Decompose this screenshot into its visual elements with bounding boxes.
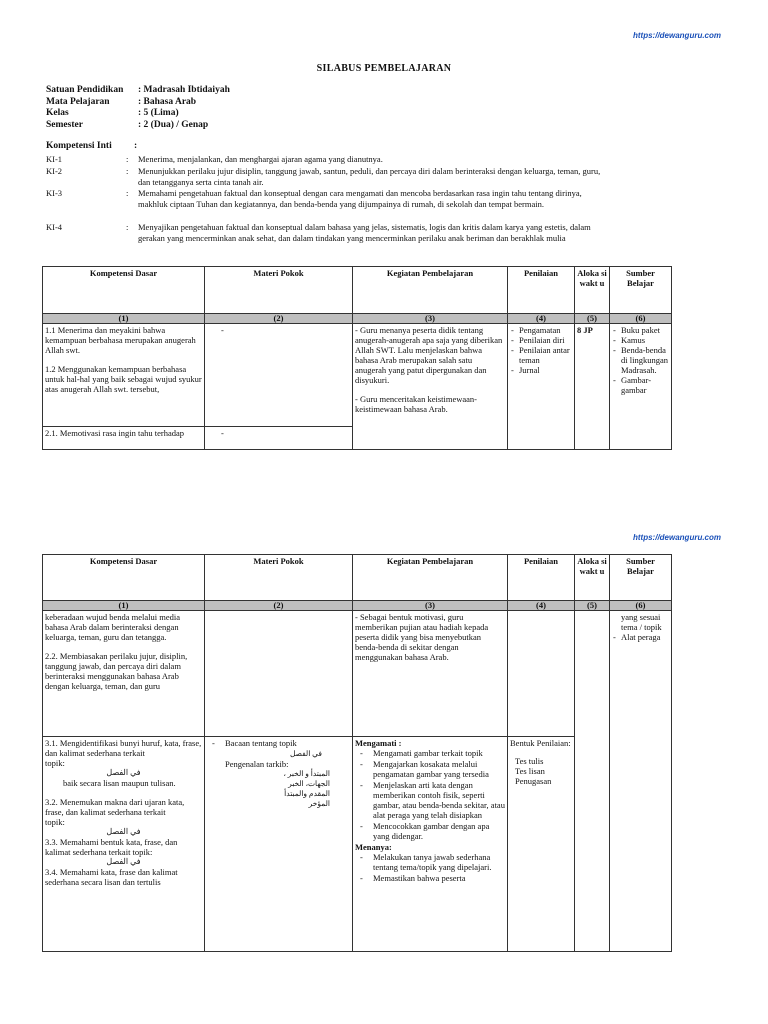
kegiatan-item: - Melakukan tanya jawab sederhana tentang tema/topik yang dipelajari. <box>373 852 505 872</box>
penilaian-heading: Bentuk Penilaian: <box>510 738 571 748</box>
penilaian-cell <box>508 737 575 952</box>
info-label: Mata Pelajaran <box>46 96 110 107</box>
header-kd: Kompetensi Dasar <box>43 267 205 314</box>
ki-heading: Kompetensi Inti : <box>46 141 138 151</box>
info-label: Satuan Pendidikan <box>46 85 124 95</box>
kd-1-1: 1.1 Menerima dan meyakini bahwa kemampuan berbahasa merupakan anugerah Allah swt. <box>45 325 196 355</box>
header-materi: Materi Pokok <box>205 267 353 314</box>
sumber-item: - Buku paket <box>621 325 669 335</box>
source-url: https://dewanguru.com <box>633 31 721 40</box>
kd-1-2: 1.2 Menggunakan kemampuan berbahasa untuk hal-hal yang baik sebagai wujud syukur atas anugerah Allah swt. tersebut, <box>45 364 202 394</box>
kd-cell <box>43 324 205 427</box>
penilaian-item: Tes lisan <box>515 766 545 776</box>
identity-block <box>46 85 230 131</box>
header-sumber: Sumber Belajar <box>610 267 672 314</box>
kd-2-1: 2.1. Memotivasi rasa ingin tahu terhadap <box>43 427 205 450</box>
sumber-cell <box>610 324 672 450</box>
sumber-item: - Kamus <box>621 335 669 345</box>
col-number: (5) <box>575 601 610 611</box>
penilaian-item: - Pengamatan <box>519 325 572 335</box>
kd-3-2: 3.2. Menemukan makna dari ujaran kata, frase, dan kalimat sederhana terkait topik: في الفصل <box>45 797 185 836</box>
col-number: (3) <box>353 601 508 611</box>
materi-cell: - <box>205 324 353 427</box>
materi-tarkib: Pengenalan tarkib: <box>225 759 289 769</box>
syllabus-table-1 <box>42 266 672 450</box>
col-number: (4) <box>508 601 575 611</box>
penilaian-item: - Penilaian antar teman <box>519 345 572 365</box>
sumber-cell <box>610 611 672 952</box>
header-sumber: Sumber Belajar <box>610 555 672 601</box>
source-url: https://dewanguru.com <box>633 533 721 542</box>
materi-bacaan: - Bacaan tentang topik <box>225 738 350 748</box>
kegiatan-item: - Mencocokkan gambar dengan apa yang didengar. <box>373 821 505 841</box>
sumber-item: yang sesuai tema / topik <box>621 612 662 632</box>
header-penilaian: Penilaian <box>508 555 575 601</box>
header-alokasi: Aloka si wakt u <box>575 555 610 601</box>
penilaian-cell <box>508 324 575 450</box>
syllabus-table-2 <box>42 554 672 952</box>
kegiatan-item: - Mengajarkan kosakata melalui pengamatan gambar yang tersedia <box>373 759 505 779</box>
kd-3-4: 3.4. Memahami kata, frase dan kalimat sederhana secara lisan dan tertulis <box>45 867 178 887</box>
kegiatan-cell: - Guru menanya peserta didik tentang anugerah-anugerah apa saja yang diberikan Allah SWT. Lalu menjelaskan bahwa bahasa Arab merupakan salah satu anugerah yang patut dipergunakan dan disyukuri. - Guru menceritakan keistimewaan-keistimewaan bahasa Arab. <box>353 324 508 450</box>
penilaian-cell <box>508 611 575 737</box>
kegiatan-item: - Menjelaskan arti kata dengan memberikan contoh fisik, seperti gambar, atau benda-benda sekitar, atau alat peraga yang telah disiapkan <box>373 780 505 820</box>
penilaian-item: Penugasan <box>515 776 552 786</box>
col-number: (6) <box>610 314 672 324</box>
header-alokasi: Aloka si wakt u <box>575 267 610 314</box>
materi-cell: - <box>205 427 353 450</box>
info-label: Semester <box>46 119 83 130</box>
kd-3-1: 3.1. Mengidentifikasi bunyi huruf, kata, frase, dan kalimat sederhana terkait topik: في الفصل baik secara lisan maupun tulisan. <box>45 738 202 788</box>
kegiatan-item: - Memastikan bahwa peserta <box>373 873 505 883</box>
kegiatan-item: - Mengamati gambar terkait topik <box>373 748 505 758</box>
materi-cell: - Bacaan tentang topik في الفصل Pengenalan tarkib: المبتدأ و الخبر ، الجهات، الخبر المقدم والمبتدأ المؤخر <box>205 737 353 952</box>
kegiatan-cell <box>353 737 508 952</box>
kd-3-3: 3.3. Memahami bentuk kata, frase, dan kalimat sederhana terkait topik: في الفصل <box>45 837 178 866</box>
col-number: (4) <box>508 314 575 324</box>
header-kd: Kompetensi Dasar <box>43 555 205 601</box>
info-label: Kelas <box>46 108 69 118</box>
sumber-item: - Gambar-gambar <box>621 375 669 395</box>
col-number: (3) <box>353 314 508 324</box>
sumber-item: - Alat peraga <box>621 632 669 642</box>
kd-2-2: 2.2. Membiasakan perilaku jujur, disiplin, tanggung jawab, dan percaya diri dalam berinteraksi menggunakan bahasa Arab dengan keluarga, teman, dan guru <box>45 651 188 691</box>
col-number: (6) <box>610 601 672 611</box>
materi-cell <box>205 611 353 737</box>
col-number: (2) <box>205 314 353 324</box>
info-value: : 5 (Lima) <box>138 108 179 118</box>
kd-cell <box>43 611 205 737</box>
col-number: (1) <box>43 601 205 611</box>
header-kegiatan: Kegiatan Pembelajaran <box>353 555 508 601</box>
penilaian-item: Tes tulis <box>515 756 544 766</box>
kegiatan-cell: - Sebagai bentuk motivasi, guru memberikan pujian atau hadiah kepada peserta didik yang bisa menyebutkan benda-benda di sekitar dengan menggunakan bahasa Arab. <box>353 611 508 737</box>
col-number: (1) <box>43 314 205 324</box>
menanya-heading: Menanya: <box>355 842 392 852</box>
kd-top: keberadaan wujud benda melalui media bahasa Arab dalam berinteraksi dengan keluarga, teman, guru dan tetangga. <box>45 612 180 642</box>
kd-cell <box>43 737 205 952</box>
penilaian-item: - Jurnal <box>519 365 572 375</box>
col-number: (5) <box>575 314 610 324</box>
page-title: SILABUS PEMBELAJARAN <box>316 63 452 74</box>
header-materi: Materi Pokok <box>205 555 353 601</box>
alokasi-cell: 8 JP <box>575 324 610 450</box>
info-value: : Bahasa Arab <box>138 96 197 107</box>
header-penilaian: Penilaian <box>508 267 575 314</box>
penilaian-item: - Penilaian diri <box>519 335 572 345</box>
mengamati-heading: Mengamati : <box>355 738 402 748</box>
info-value: : 2 (Dua) / Genap <box>138 119 209 130</box>
info-value: : Madrasah Ibtidaiyah <box>138 85 230 95</box>
header-kegiatan: Kegiatan Pembelajaran <box>353 267 508 314</box>
sumber-item: - Benda-benda di lingkungan Madrasah. <box>621 345 669 375</box>
alokasi-cell <box>575 611 610 952</box>
col-number: (2) <box>205 601 353 611</box>
